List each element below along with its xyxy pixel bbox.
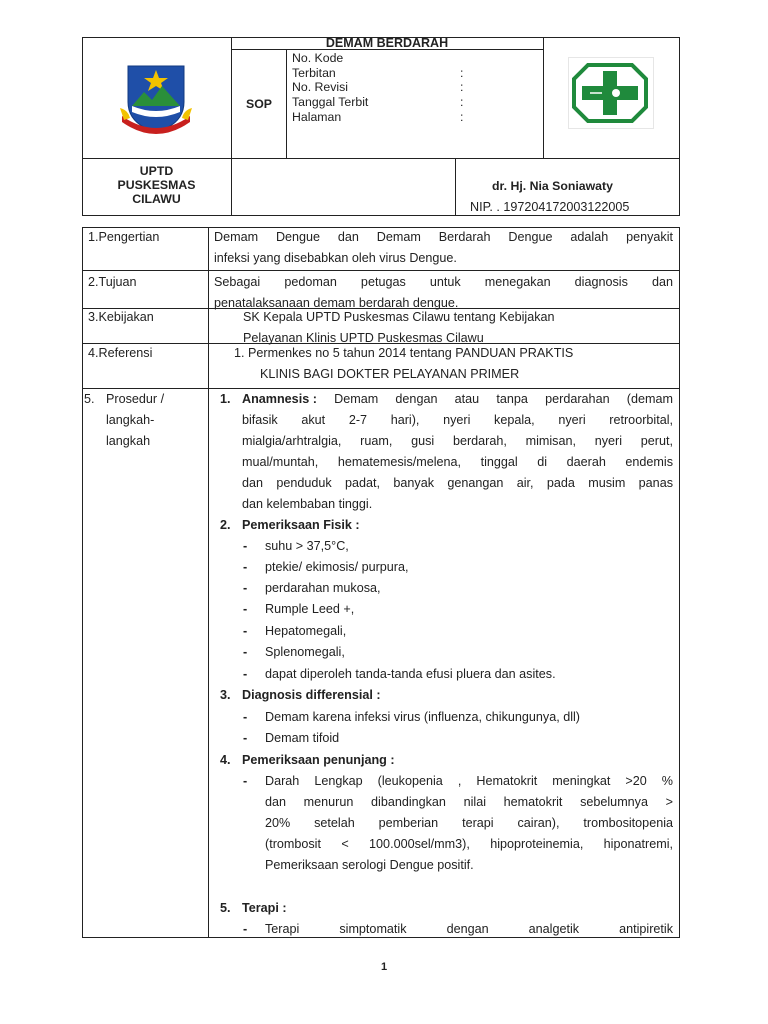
kebijakan-text-2: Pelayanan Klinis UPTD Puskesmas Cilawu (243, 331, 484, 345)
meta-sep-no-revisi: : (460, 80, 464, 94)
step-5-number: 5. (220, 901, 231, 915)
signer-nip: NIP. . 197204172003122005 (470, 200, 630, 214)
step-1-text-3: mialgia/arhtralgia, ruam, gusi berdarah, mimisan, nyeri perut, (242, 434, 673, 448)
bullet-dash: - (243, 922, 248, 936)
step-3-title: Diagnosis differensial : (242, 688, 381, 702)
terapi-text-1: Terapi simptomatik dengan analgetik antipiretik (265, 922, 673, 936)
sop-label: SOP (246, 97, 272, 111)
step-1-text-1: Demam dengan atau tanpa perdarahan (demam (316, 392, 673, 406)
bullet-dash: - (243, 602, 248, 616)
bullet-dash: - (243, 731, 248, 745)
fisik-item: dapat diperoleh tanda-tanda efusi pluera dan asites. (265, 667, 556, 681)
meta-label-no-kode: No. Kode (292, 51, 344, 65)
prosedur-label-num: 5. (84, 392, 95, 406)
prosedur-label-3: langkah (106, 434, 151, 448)
org-line-3: CILAWU (132, 192, 181, 206)
step-1-text-5: dan penduduk padat, banyak genangan air, pada musim panas (242, 476, 673, 490)
step-4-number: 4. (220, 753, 231, 767)
step-1-text-4: mual/muntah, hematemesis/melena, tinggal di daerah endemis (242, 455, 673, 469)
bullet-dash: - (243, 539, 248, 553)
meta-label-halaman: Halaman (292, 110, 342, 124)
step-1-line-1 (242, 389, 673, 409)
penunjang-text-4: (trombosit < 100.000sel/mm3), hipoproteinemia, hiponatremi, (265, 837, 673, 851)
bullet-dash: - (243, 624, 248, 638)
kebijakan-label: 3.Kebijakan (88, 310, 154, 324)
bullet-dash: - (243, 645, 248, 659)
pengertian-text-2: infeksi yang disebabkan oleh virus Dengue. (214, 251, 457, 265)
step-1-number: 1. (220, 392, 231, 406)
bullet-dash: - (243, 560, 248, 574)
penunjang-text-5: Pemeriksaan serologi Dengue positif. (265, 858, 474, 872)
page-number: 1 (380, 961, 388, 973)
tujuan-text-1: Sebagai pedoman petugas untuk menegakan diagnosis dan (214, 275, 673, 289)
bullet-dash: - (243, 774, 248, 788)
fisik-item: ptekie/ ekimosis/ purpura, (265, 560, 409, 574)
pengertian-text-1: Demam Dengue dan Demam Berdarah Dengue adalah penyakit (214, 230, 673, 244)
penunjang-text-3: 20% setelah pemberian terapi cairan), trombositopenia (265, 816, 673, 830)
step-3-number: 3. (220, 688, 231, 702)
prosedur-label-2: langkah- (106, 413, 155, 427)
bullet-dash: - (243, 667, 248, 681)
fisik-item: Hepatomegali, (265, 624, 347, 638)
step-2-title: Pemeriksaan Fisik : (242, 518, 360, 532)
puskesmas-cross-icon (568, 57, 654, 129)
step-4-title: Pemeriksaan penunjang : (242, 753, 395, 767)
bullet-dash: - (243, 581, 248, 595)
fisik-item: perdarahan mukosa, (265, 581, 381, 595)
meta-sep-tanggal-terbit: : (460, 95, 464, 109)
bullet-dash: - (243, 710, 248, 724)
tujuan-label: 2.Tujuan (88, 275, 137, 289)
prosedur-label-1: Prosedur / (106, 392, 165, 406)
org-line-2: PUSKESMAS (117, 178, 196, 192)
fisik-item: suhu > 37,5°C, (265, 539, 349, 553)
meta-label-terbitan: Terbitan (292, 66, 336, 80)
diagnosis-item: Demam tifoid (265, 731, 340, 745)
kebijakan-text-1: SK Kepala UPTD Puskesmas Cilawu tentang Kebijakan (243, 310, 555, 324)
diagnosis-item: Demam karena infeksi virus (influenza, chikungunya, dll) (265, 710, 580, 724)
referensi-text-1: 1. Permenkes no 5 tahun 2014 tentang PANDUAN PRAKTIS (234, 346, 574, 360)
meta-label-no-revisi: No. Revisi (292, 80, 349, 94)
step-2-number: 2. (220, 518, 231, 532)
step-1-title: Anamnesis : (242, 392, 317, 406)
doc-title: DEMAM BERDARAH (325, 36, 449, 50)
referensi-label: 4.Referensi (88, 346, 153, 360)
tujuan-text-2: penatalaksanaan demam berdarah dengue. (214, 296, 459, 310)
pengertian-label: 1.Pengertian (88, 230, 160, 244)
regional-emblem-icon (118, 58, 194, 138)
penunjang-text-1: Darah Lengkap (leukopenia , Hematokrit meningkat >20 % (265, 774, 673, 788)
fisik-item: Rumple Leed +, (265, 602, 355, 616)
meta-sep-halaman: : (460, 110, 464, 124)
step-1-text-2: bifasik akut 2-7 hari), nyeri kepala, nyeri retroorbital, (242, 413, 673, 427)
step-5-title: Terapi : (242, 901, 287, 915)
org-line-1: UPTD (139, 164, 174, 178)
step-1-text-6: dan kelembaban tinggi. (242, 497, 373, 511)
penunjang-text-2: dan menurun dibandingkan nilai hematokrit sebelumnya > (265, 795, 673, 809)
fisik-item: Splenomegali, (265, 645, 345, 659)
meta-sep-terbitan: : (460, 66, 464, 80)
signer-name: dr. Hj. Nia Soniawaty (492, 179, 613, 193)
referensi-text-2: KLINIS BAGI DOKTER PELAYANAN PRIMER (260, 367, 520, 381)
meta-label-tanggal-terbit: Tanggal Terbit (292, 95, 369, 109)
